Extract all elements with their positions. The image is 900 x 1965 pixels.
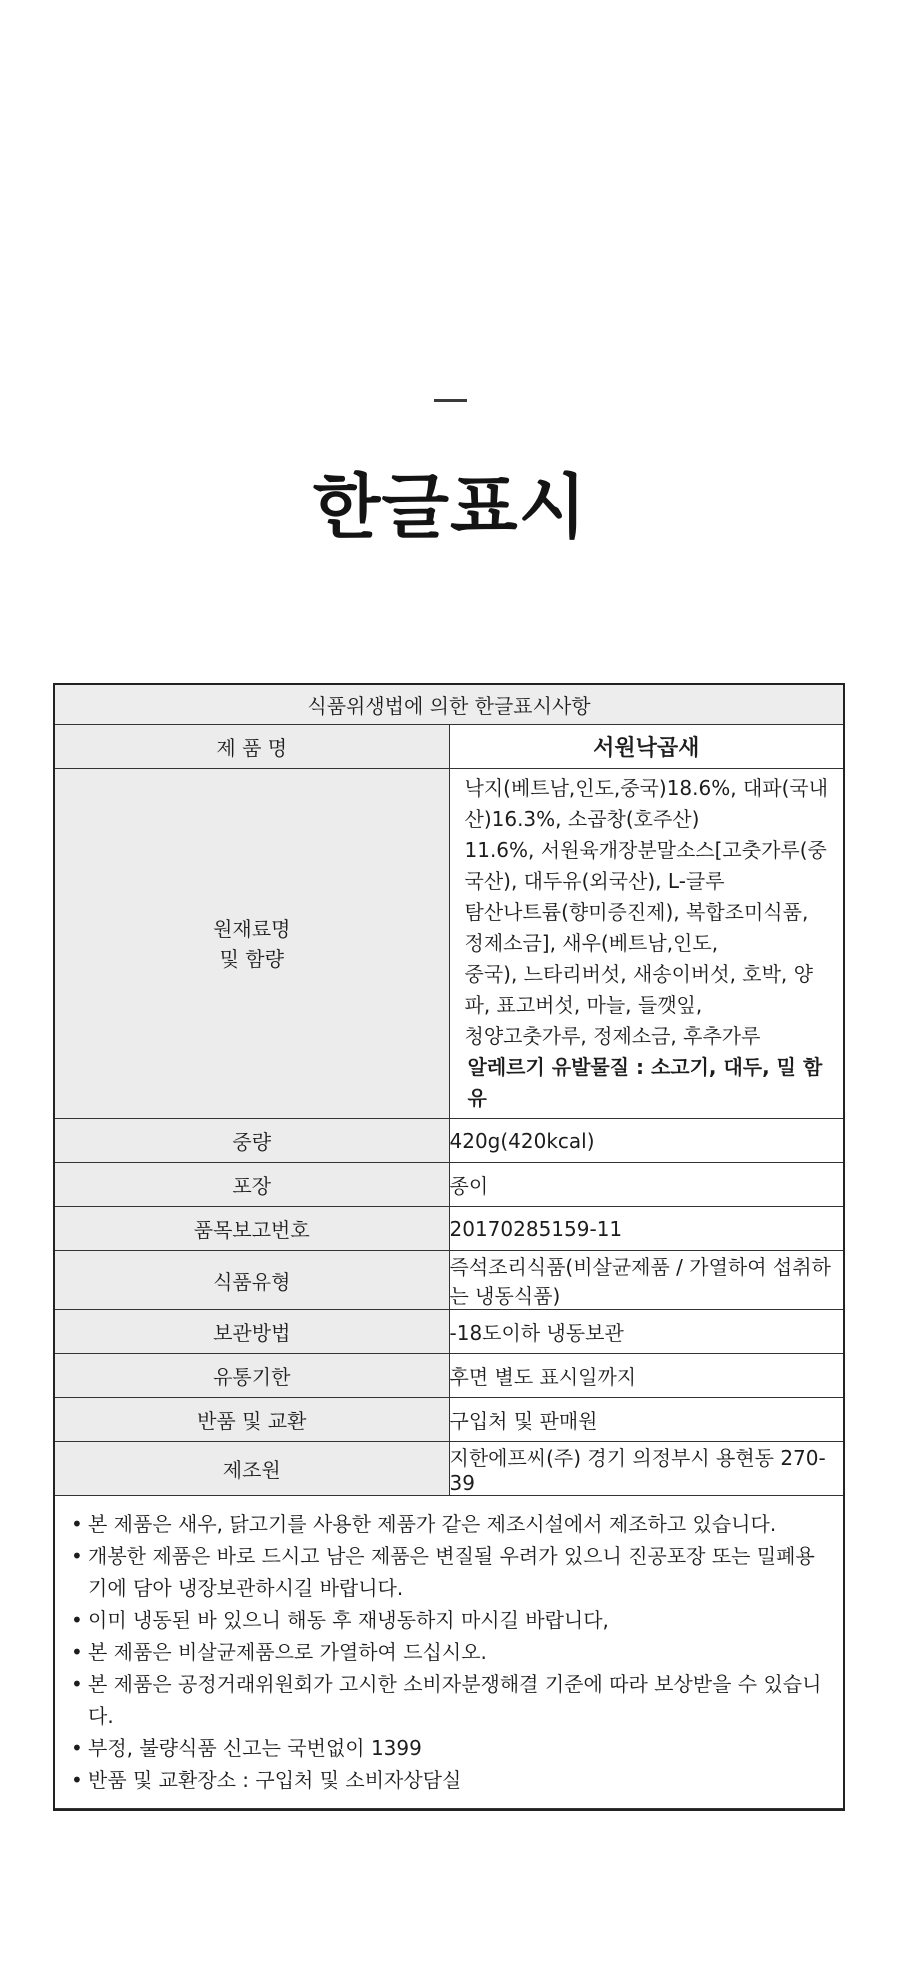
storage-value: -18도이하 냉동보관 [449,1310,843,1354]
note-text: 개봉한 제품은 바로 드시고 남은 제품은 변질될 우려가 있으니 진공포장 또는 밀폐용기에 담아 냉장보관하시길 바랍니다. [88,1544,815,1600]
ingredients-line: 낙지(베트남,인도,중국)18.6%, 대파(국내산)16.3%, 소곱창(호주산) [464,776,829,831]
expiry-value: 후면 별도 표시일까지 [449,1354,843,1398]
bullet-icon: • [71,1512,83,1536]
ingredients-line: 청양고춧가루, 정제소금, 후추가루 [464,1024,761,1048]
ingredients-row [55,769,843,1119]
ingredients-line: 11.6%, 서원육개장분말소스[고춧가루(중국산), 대두유(외국산), L-글루 [464,838,827,893]
table-row [55,1310,843,1354]
ingredients-line: 중국), 느타리버섯, 새송이버섯, 호박, 양파, 표고버섯, 마늘, 들깻잎, [464,962,813,1017]
table-row [55,1442,843,1496]
packaging-label: 포장 [55,1163,449,1207]
list-item [71,1732,833,1764]
bullet-icon: • [71,1672,83,1696]
bullet-icon: • [71,1736,83,1760]
table-heading: 식품위생법에 의한 한글표시사항 [55,685,843,725]
ingredients-value [449,769,843,1119]
table-heading-row [55,685,843,725]
page-title: 한글표시 [312,466,588,548]
report-number-value: 20170285159-11 [449,1207,843,1251]
product-name-row [55,725,843,769]
ingredients-line: 탐산나트륨(향미증진제), 복합조미식품, 정제소금], 새우(베트남,인도, [464,900,809,955]
allergy-notice: 알레르기 유발물질 : 소고기, 대두, 밀 함유 [467,1055,823,1110]
table-row [55,1251,843,1310]
list-item [71,1668,833,1732]
notes-row [55,1496,843,1809]
notes-cell [55,1496,843,1809]
ingredients-label-line1: 원재료명 [213,916,291,941]
manufacturer-value: 지한에프씨(주) 경기 의정부시 용현동 270-39 [449,1442,843,1496]
label-info-panel [53,683,845,1811]
bullet-icon: • [71,1640,83,1664]
note-text: 부정, 불량식품 신고는 국번없이 1399 [88,1736,422,1760]
note-text: 본 제품은 비살균제품으로 가열하여 드십시오. [88,1640,487,1664]
manufacturer-label: 제조원 [55,1442,449,1496]
list-item [71,1508,833,1540]
storage-label: 보관방법 [55,1310,449,1354]
title-dash-divider [434,399,467,402]
note-text: 이미 냉동된 바 있으니 해동 후 재냉동하지 마시길 바랍니다, [88,1608,609,1632]
product-name-label: 제 품 명 [55,725,449,769]
list-item [71,1540,833,1604]
ingredients-label-line2: 및 함량 [219,946,284,971]
list-item [71,1764,833,1796]
bullet-icon: • [71,1768,83,1792]
list-item [71,1636,833,1668]
note-text: 반품 및 교환장소 : 구입처 및 소비자상담실 [88,1768,462,1792]
food-type-label: 식품유형 [55,1251,449,1310]
ingredients-text [450,769,844,1118]
return-exchange-value: 구입처 및 판매원 [449,1398,843,1442]
notes-list [55,1496,843,1808]
table-row [55,1354,843,1398]
bullet-icon: • [71,1608,83,1632]
label-info-table [55,685,843,1809]
weight-value: 420g(420kcal) [449,1119,843,1163]
bullet-icon: • [71,1544,83,1568]
food-type-value: 즉석조리식품(비살균제품 / 가열하여 섭취하는 냉동식품) [449,1251,843,1310]
note-text: 본 제품은 새우, 닭고기를 사용한 제품가 같은 제조시설에서 제조하고 있습니다. [88,1512,777,1536]
report-number-label: 품목보고번호 [55,1207,449,1251]
ingredients-label [55,769,449,1119]
list-item [71,1604,833,1636]
product-name-value: 서원낙곱새 [449,725,843,769]
weight-label: 중량 [55,1119,449,1163]
table-row [55,1398,843,1442]
table-row [55,1163,843,1207]
note-text: 본 제품은 공정거래위원회가 고시한 소비자분쟁해결 기준에 따라 보상받을 수 있습니다. [88,1672,822,1728]
expiry-label: 유통기한 [55,1354,449,1398]
table-row [55,1119,843,1163]
packaging-value: 종이 [449,1163,843,1207]
return-exchange-label: 반품 및 교환 [55,1398,449,1442]
table-row [55,1207,843,1251]
